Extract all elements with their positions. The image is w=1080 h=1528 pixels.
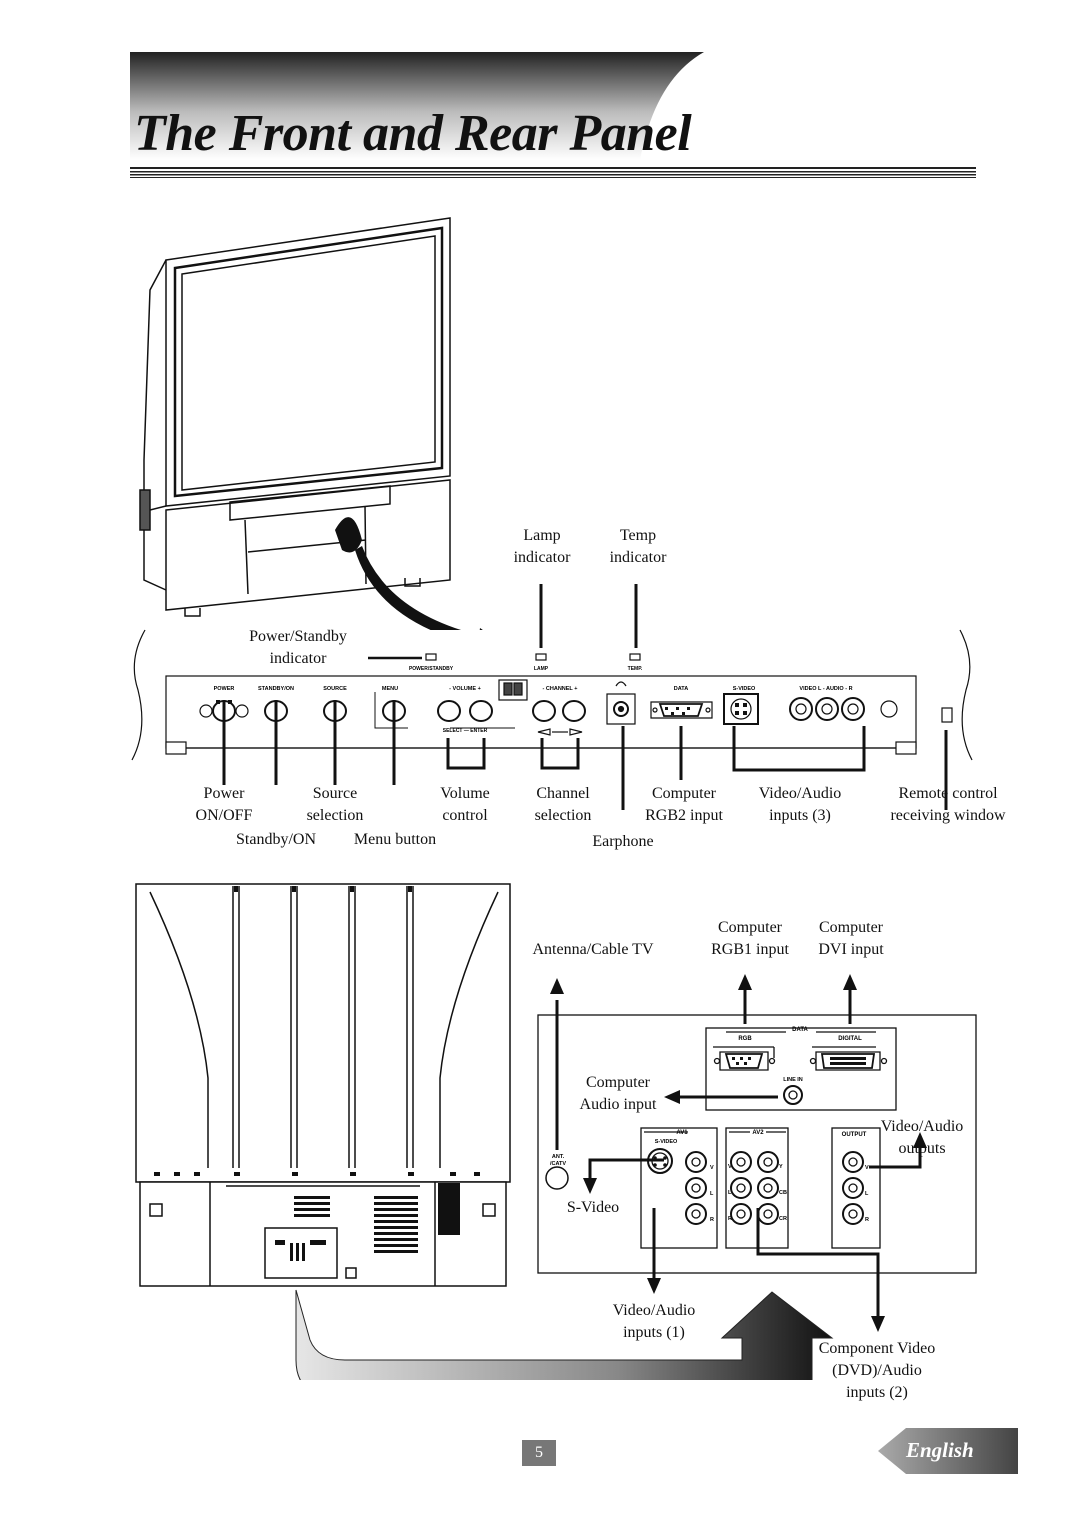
panel-label-menu: MENU: [381, 686, 399, 692]
rear-label-output: OUTPUT: [841, 1132, 867, 1138]
rear-label-av2-l: L: [728, 1190, 732, 1196]
rear-label-ant: ANT.: [551, 1154, 565, 1160]
callout-remote-window: Remote control receiving window: [890, 785, 1006, 824]
rear-label-y: Y: [779, 1164, 783, 1170]
rear-label-data: DATA: [792, 1027, 808, 1033]
callout-temp: Temp indicator: [609, 527, 667, 566]
panel-label-video-audio: VIDEO L - AUDIO - R: [799, 686, 853, 692]
panel-label-power: POWER: [213, 686, 235, 692]
callout-computer-audio-input: Computer Audio input: [579, 1074, 657, 1113]
rear-label-out-v: V: [865, 1165, 869, 1171]
panel-label-source: SOURCE: [323, 686, 347, 692]
panel-label-channel: - CHANNEL +: [542, 686, 578, 692]
panel-label-s-video: S-VIDEO: [732, 686, 756, 692]
rear-label-cr: CR: [779, 1216, 787, 1222]
callout-earphone: Earphone: [592, 833, 654, 850]
callout-video-audio-outputs: Video/Audio outputs: [880, 1118, 964, 1157]
panel-label-select-enter: SELECT — ENTER: [442, 728, 488, 734]
language-label: English: [906, 1438, 974, 1462]
language-tab: [878, 1428, 1018, 1474]
callout-antenna: Antenna/Cable TV: [532, 941, 654, 958]
rear-label-out-l: L: [865, 1191, 869, 1197]
callout-menu: Menu button: [353, 831, 437, 848]
callout-computer-rgb1: Computer RGB1 input: [711, 919, 789, 958]
panel-label-temp: TEMP.: [627, 666, 643, 672]
callout-computer-rgb2: Computer RGB2 input: [645, 785, 723, 824]
callout-channel: Channel selection: [534, 785, 592, 824]
callout-power: Power ON/OFF: [195, 785, 253, 824]
rear-label-s-video: S-VIDEO: [654, 1139, 678, 1145]
page-title: The Front and Rear Panel: [134, 105, 692, 162]
rear-label-av2-v: V: [728, 1164, 732, 1170]
callout-source: Source selection: [306, 785, 364, 824]
rear-label-catv: /CATV: [549, 1161, 567, 1167]
rear-label-av1-r: R: [710, 1217, 714, 1223]
panel-label-power-standby: POWER/STANDBY: [408, 666, 454, 672]
rear-label-out-r: R: [865, 1217, 869, 1223]
front-callout-lines: [0, 570, 1080, 810]
callout-standby: Standby/ON: [236, 831, 316, 848]
rear-label-av1-v: V: [710, 1165, 714, 1171]
rear-label-av2: AV2: [752, 1130, 764, 1136]
rear-callout-arrows: [0, 960, 1080, 1380]
rear-label-rgb: RGB: [738, 1036, 752, 1042]
tv-front-illustration: [130, 210, 530, 630]
rear-label-av2-r: R: [728, 1216, 732, 1222]
panel-label-volume: - VOLUME +: [449, 686, 481, 692]
callout-lamp: Lamp indicator: [513, 527, 571, 566]
rear-label-av1: AV1: [676, 1130, 688, 1136]
callout-video-audio-inputs-3: Video/Audio inputs (3): [758, 785, 842, 824]
rear-label-av1-l: L: [710, 1191, 714, 1197]
callout-computer-dvi: Computer DVI input: [818, 919, 884, 958]
callout-component-video-inputs-2: Component Video (DVD)/Audio inputs (2): [818, 1340, 936, 1401]
callout-s-video: S-Video: [566, 1199, 620, 1216]
callout-power-standby-indicator: Power/Standby indicator: [249, 628, 347, 667]
rear-label-digital: DIGITAL: [838, 1036, 862, 1042]
callout-video-audio-inputs-1: Video/Audio inputs (1): [612, 1302, 696, 1341]
callout-volume: Volume control: [440, 785, 490, 824]
panel-label-standby-on: STANDBY/ON: [258, 686, 294, 692]
panel-label-data: DATA: [673, 686, 689, 692]
rear-label-cb: CB: [779, 1190, 787, 1196]
page-number: 5: [522, 1440, 556, 1466]
rear-label-line-in: LINE IN: [783, 1077, 803, 1083]
panel-label-lamp: LAMP: [533, 666, 549, 672]
